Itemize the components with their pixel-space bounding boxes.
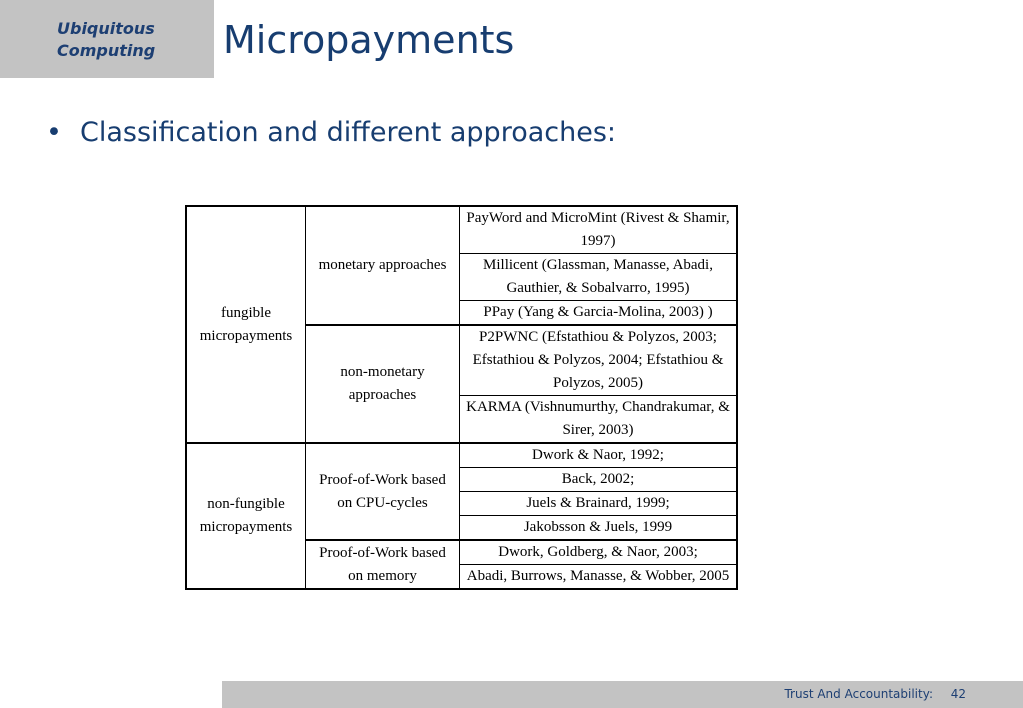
brand-line-2: Computing bbox=[57, 41, 156, 60]
reference-cell: PayWord and MicroMint (Rivest & Shamir, 1997) bbox=[460, 206, 738, 254]
approach-non-monetary: non-monetary approaches bbox=[306, 325, 460, 443]
brand-line-1: Ubiquitous bbox=[57, 19, 155, 38]
approach-pow-memory: Proof-of-Work based on memory bbox=[306, 540, 460, 589]
reference-cell: Abadi, Burrows, Manasse, & Wobber, 2005 bbox=[460, 565, 738, 590]
brand-box bbox=[0, 0, 214, 78]
category-non-fungible: non-fungible micropayments bbox=[186, 443, 306, 589]
footer-bar bbox=[222, 681, 1023, 708]
reference-cell: Juels & Brainard, 1999; bbox=[460, 492, 738, 516]
reference-cell: P2PWNC (Efstathiou & Polyzos, 2003; Efstathiou & Polyzos, 2004; Efstathiou & Polyzos, 2005) bbox=[460, 325, 738, 396]
slide-title: Micropayments bbox=[223, 18, 515, 62]
footer-label: Trust And Accountability: bbox=[784, 687, 933, 701]
category-fungible: fungible micropayments bbox=[186, 206, 306, 443]
reference-cell: Millicent (Glassman, Manasse, Abadi, Gauthier, & Sobalvarro, 1995) bbox=[460, 254, 738, 301]
reference-cell: Dwork & Naor, 1992; bbox=[460, 443, 738, 468]
reference-cell: PPay (Yang & Garcia-Molina, 2003) ) bbox=[460, 301, 738, 326]
reference-cell: Jakobsson & Juels, 1999 bbox=[460, 516, 738, 541]
bullet-text: Classification and different approaches: bbox=[80, 117, 616, 148]
approach-pow-cpu: Proof-of-Work based on CPU-cycles bbox=[306, 443, 460, 540]
approach-monetary: monetary approaches bbox=[306, 206, 460, 325]
reference-cell: KARMA (Vishnumurthy, Chandrakumar, & Sirer, 2003) bbox=[460, 396, 738, 444]
reference-cell: Dwork, Goldberg, & Naor, 2003; bbox=[460, 540, 738, 565]
page-number: 42 bbox=[950, 687, 966, 701]
brand-label bbox=[57, 18, 155, 62]
reference-cell: Back, 2002; bbox=[460, 468, 738, 492]
bullet-dot-icon: • bbox=[46, 117, 62, 148]
classification-table bbox=[185, 205, 738, 590]
